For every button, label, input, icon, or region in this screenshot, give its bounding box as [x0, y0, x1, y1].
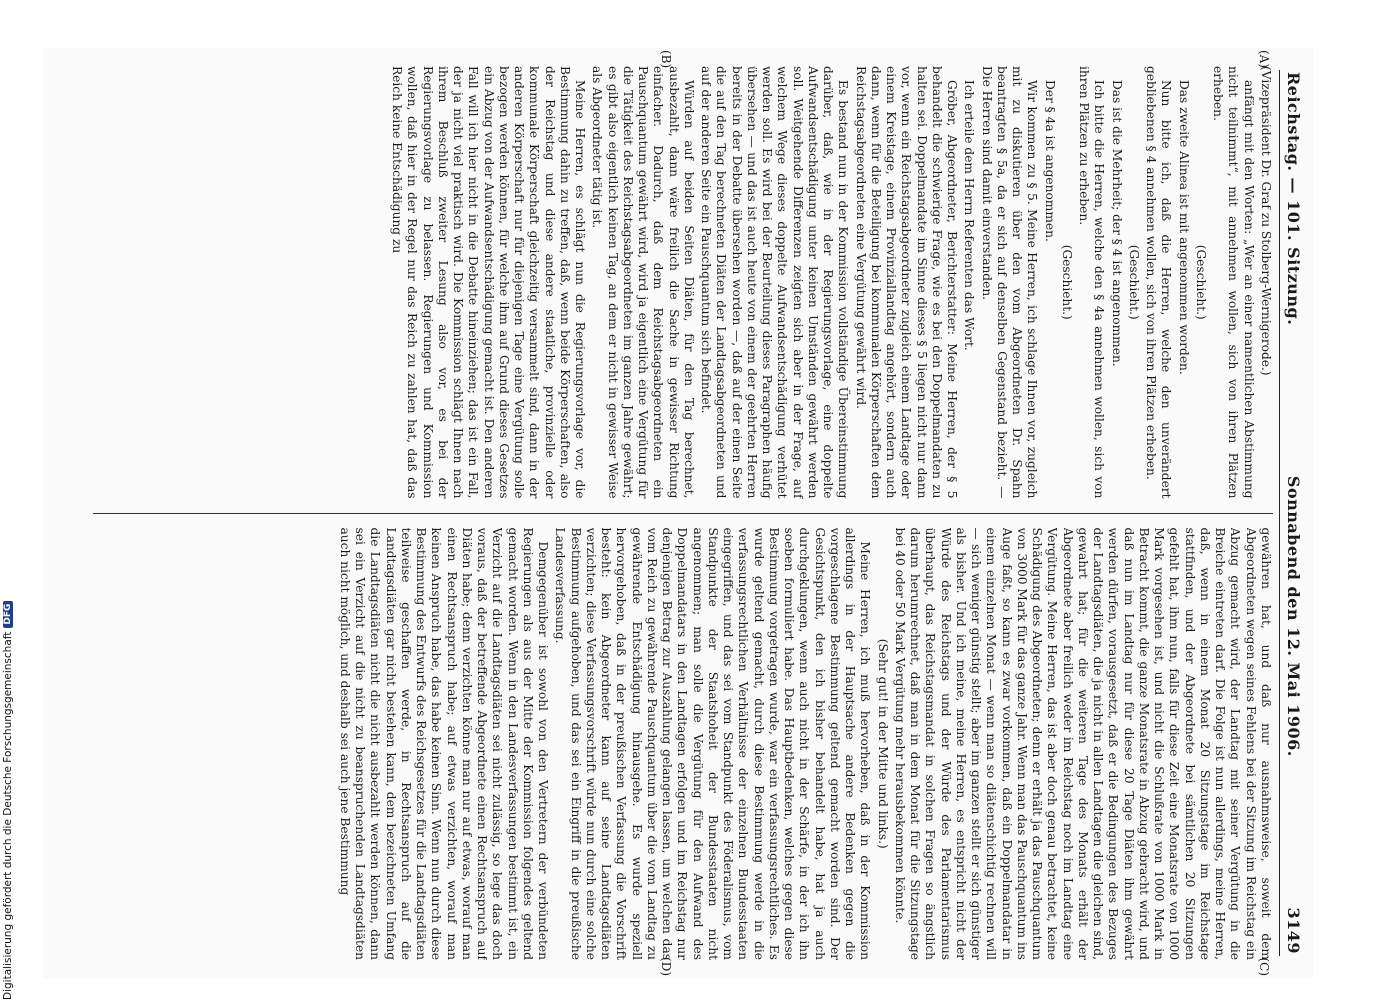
paragraph: Das zweite Alinea ist mit angenommen worden.: [1176, 80, 1191, 375]
left-column: [93, 66, 1273, 499]
paragraph: Meine Herren, ich muß hervorheben, daß in der Kommission allerdings in der Hauptsache andere Bedenken gegen die vorgeschlagene Bestimmung geltend gemacht worden sind. Der Gesichtspunkt, den ich bisher behandelt habe, hat ja auch durchgeklungen, wenn auch nicht in der Schärfe, in der ich ihn soeben formuliert habe. Das Hauptbedenken, welches gegen diese Bestimmung vorgetragen wurde, war ein verfassungsrechtliches. Es wurde geltend gemacht, durch diese Bestimmung werde in die verfassungsrechtlichen Verhältnisse der einzelnen Bundesstaaten eingegriffen, und das sei vom Standpunkt des Föderalismus, vom Standpunkte der Staatshoheit der Bundesstaaten nicht angenommen; man solle die Vergütung für den Aufwand des Doppelmandatars in den Landtagen erfolgen und im Reichstag nur denjenigen Betrag zur Auszahlung gelangen lassen, um welchen das vom Reich zu gewährende Pauschquantum über die vom Landtag zu gewährende Entschädigung hinausgehe. Es wurde speziell hervorgehoben, daß in der preußischen Verfassung die Vorschrift besteht: kein Abgeordneter kann auf seine Landtagsdiäten verzichten; diese Verfassungsvorschrift würde nun durch eine solche Bestimmung aufgehoben, und das sei ein Eingriff in die preußische Landesverfassung.: [553, 527, 873, 960]
dfg-logo: DFG: [3, 601, 13, 628]
paragraph: Ich bitte die Herren, welche den § 4a annehmen wollen, sich von ihren Plätzen zu erheben.: [1077, 66, 1107, 499]
margin-mark-a: (A): [1257, 50, 1271, 69]
paragraph: Meine Herren, es schlägt nun die Regierungsvorlage vor, die Bestimmung dahin zu treffen, daß, wenn beide Körperschaften, also der Reichstag und diese andere staatliche, provinzielle oder kommunale Körperschaft gleichzeitig versammelt sind, dann in der anderen Körperschaft nur für diejenigen Tage eine Vergütung solle bezogen werden können, für welche ihm auf Grund dieses Gesetzes ein Abzug von der Aufwandsentschädigung gemacht ist. Den anderen Fall will ich hier nicht in die Debatte hineinziehen; das ist ein Fall, der ja nicht viel praktisch wird. Die Kommission schlägt Ihnen nach ihrem Beschluß zweiter Lesung also vor, es bei der Regierungsvorlage zu belassen. Regierungen und Kommission wollen, daß hier in der Regel nur das Reich zu zahlen hat, daß das Reich keine Entschädigung zu: [390, 66, 588, 499]
document-page: [43, 48, 1313, 978]
column-divider: [93, 513, 1273, 514]
page-number: 3149: [1284, 907, 1303, 954]
paragraph: (Geschieht.): [1060, 244, 1074, 320]
digitization-credit: [2, 601, 14, 1000]
paragraph: Der § 4a ist angenommen.: [1042, 80, 1057, 242]
paragraph: (Geschieht.): [1194, 244, 1208, 320]
paragraph: Würden auf beiden Seiten Diäten, für den Tag berechnet, ausbezahlt, dann wäre freilich die Sache in gewisser Richtung einfacher. Dadurch, daß dem Reichstagsabgeordneten ein Pauschquantum gewährt wird, wird ja eigentlich eine Vergütung für die Tätigkeit des Reichstagsabgeordneten im ganzen Jahre gewährt; es gibt also eigentlich keinen Tag, an dem er nicht in gewisser Weise als Abgeordneter tätig ist.: [590, 66, 696, 499]
margin-mark-d: (D): [659, 957, 673, 976]
paragraph: gewähren hat, und daß nur ausnahmsweise, soweit dem Abgeordneten wegen seines Fehlens bei der Sitzung im Reichstag ein Abzug gemacht wird, der Landtag mit seiner Vergütung in die Breiche eintreten darf. Die Folge ist nun allerdings, meine Herren, daß, wenn in einem Monat 20 Sitzungstage im Reichstage stattfinden, und der Abgeordnete bei sämtlichen 20 Sitzungen gefehlt hat, ihm nun, falls für diese Zeit eine Monatsrate von 1000 Mark vorgesehen ist, und nicht die Schlußrate von 1000 Mark in Betracht kommt, die ganze Monatsrate in Abzug gebracht wird, und daß nun im Landtag nur für diese 20 Tage Diäten ihm gewährt werden dürfen, vorausgesetzt, daß er die Bedingungen des Bezuges der Landtagsdiäten, die ja nicht in allen Landtagen die gleichen sind, gewahrt hat; für die weiteren Tage des Monats erhält der Abgeordnete aber freilich weder im Reichstag noch im Landtag eine Vergütung. Meine Herren, das ist aber doch genau betrachtet, keine Schädigung des Abgeordneten; denn er erhält ja das Pauschquantum von 3000 Mark für das ganze Jahr. Wenn man das Pauschquantum ins Auge faßt, so kann es zwar vorkommen, daß ein Doppelmandatar in einem einzelnen Monat — wenn man so diätenschichtig rechnen will — sich weniger günstig stellt; aber im ganzen stellt er sich günstiger als bisher. Und ich meine, meine Herren, es entspricht nicht der Würde des Reichstags und der Würde des Parlamentarismus überhaupt, das Reichstagsmandat in solchen Fragen so ängstlich darum herumrechnet, daß man in dem Monat für die Sitzungstage bei 40 oder 50 Mark Vergütung mehr herausbekommen könnte.: [893, 527, 1273, 960]
paragraph: Gröber, Abgeordneter, Berichterstatter: Meine Herren, der § 5 behandelt die schwierige Frage, wie es bei den Doppelmandaten zu halten sei. Doppelmandate im Sinne dieses § 5 liegen nicht nur dann vor, wenn ein Reichstagsabgeordneter zugleich einem Landtage oder einem Kreistage, einem Provinziallandtag angehört, sondern auch dann, wenn für die Beteiligung bei kommunalen Körperschaften dem Reichstagsabgeordneten eine Vergütung gewährt wird.: [853, 66, 960, 499]
page-header: [1280, 66, 1305, 960]
paragraph: Es bestand nun in der Kommission vollständige Übereinstimmung darüber, daß, wie in der Regierungsvorlage, eine doppelte Aufwandsentschädigung unter keinen Umständen gewährt werden soll. Weitgehende Differenzen zeigten sich aber in der Frage, auf welchem Wege dieses doppelte Aufwandsentschädigung verhütet werden soll. Es wird bei der Beurteilung dieses Paragraphen häufig übersehen — und das ist auch heute von einem der geehrten Herren bereits in der Debatte übersehen worden —, daß auf der einen Seite die auf den Tag berechneten Diäten der Landtagsabgeordneten und auf der anderen Seite ein Pauschquantum sich befindet.: [699, 66, 851, 499]
paragraph: (Geschieht.): [1127, 244, 1141, 320]
paragraph: anfängt mit den Worten: „Wer an einer namentlichen Abstimmung nicht teilnimmt“, mit annehmen wollen, sich von ihren Plätzen erheben.: [1211, 66, 1256, 499]
margin-mark-c: (C): [1257, 957, 1271, 976]
credit-text: Digitalisierung gefördert durch die Deutsche Forschungsgemeinschaft: [2, 631, 14, 1000]
paragraph: Wir kommen zu § 5. Meine Herren, ich schlage Ihnen vor, zugleich mit zu diskutieren über den vom Abgeordneten Dr. Spahn beantragten § 5a, da er sich auf denselben Gegenstand bezieht. — Die Herren sind damit einverstanden.: [979, 66, 1040, 499]
header-center: Sonnabend den 12. Mai 1906.: [1284, 475, 1303, 757]
header-rule: [1279, 70, 1280, 956]
paragraph: Ich erteile dem Herrn Referenten das Wort.: [962, 80, 977, 351]
margin-mark-b: (B): [659, 50, 673, 69]
paragraph: (Vizepräsident Dr. Graf zu Stolberg-Wernigerode.): [1259, 66, 1273, 376]
paragraph: (Sehr gut! in der Mitte und links.): [875, 638, 890, 849]
header-left: Reichstag. — 101. Sitzung.: [1284, 72, 1303, 326]
text-columns: [93, 50, 1273, 976]
paragraph: Demgegenüber ist sowohl von den Vertretern der verbündeten Regierungen als aus der Mitte der Kommission folgendes geltend gemacht worden. Wenn in den Landesverfassungen bestimmt ist, ein Verzicht auf die Landtagsdiäten sei nicht zulässig, so lege das doch voraus, daß der betreffende Abgeordnete einen Rechtsanspruch auf Diäten habe; denn verzichten könne man nur auf etwas, worauf man einen Rechtsanspruch habe; auf etwas verzichten, worauf man keinen Anspruch habe, das habe keinen Sinn. Wenn nun durch diese Bestimmung des Entwurfs des Reichsgesetzes für die Landtagsdiäten teilweise geschaffen werde, in Rechtsanspruch auf die Landtagsdiäten gar nicht bestehen kann, dem bezeichneten Umfang die Landtagsdiäten nicht die nicht ausbezahlt werden können, dann sei ein Verzicht auf die nicht zu beanspruchenden Landtagsdiäten auch nicht möglich, und deshalb sei auch jene Bestimmung: [338, 527, 551, 960]
paragraph: Nun bitte ich, daß die Herren, welche den unverändert gebliebenen § 4 annehmen wollen, sich von ihren Plätzen erheben.: [1144, 66, 1174, 499]
right-column: [93, 528, 1273, 961]
paragraph: Das ist die Mehrheit; der § 4 ist angenommen.: [1109, 80, 1124, 367]
